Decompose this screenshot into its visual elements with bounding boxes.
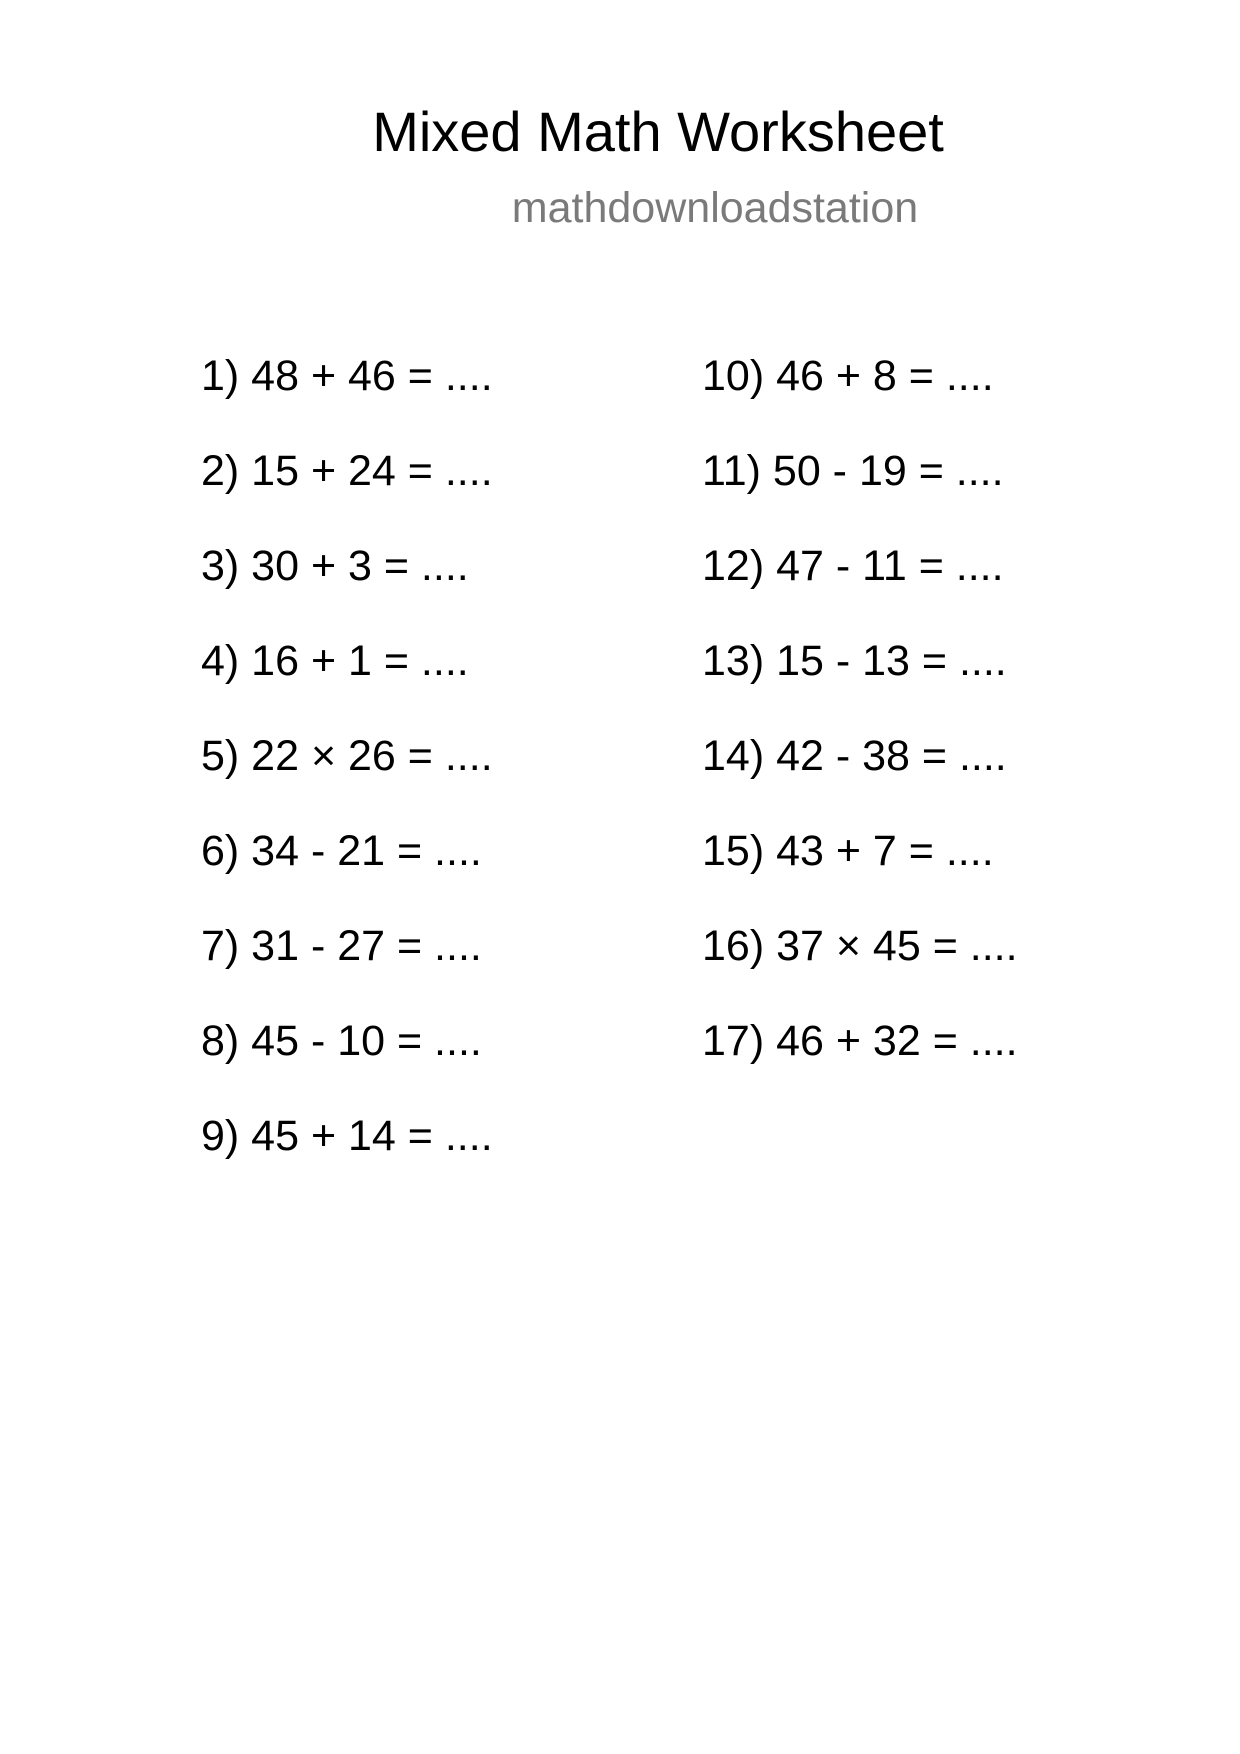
problems-column-right	[702, 350, 1018, 1110]
problem-10: 10) 46 + 8 = ....	[702, 352, 994, 400]
problem-4: 4) 16 + 1 = ....	[201, 637, 469, 685]
problem-17: 17) 46 + 32 = ....	[702, 1017, 1018, 1065]
problem-15: 15) 43 + 7 = ....	[702, 827, 994, 875]
problem-9: 9) 45 + 14 = ....	[201, 1112, 493, 1160]
problem-6: 6) 34 - 21 = ....	[201, 827, 482, 875]
problem-3: 3) 30 + 3 = ....	[201, 542, 469, 590]
problem-2: 2) 15 + 24 = ....	[201, 447, 493, 495]
problem-5: 5) 22 × 26 = ....	[201, 732, 493, 780]
problem-8: 8) 45 - 10 = ....	[201, 1017, 482, 1065]
problem-11: 11) 50 - 19 = ....	[702, 447, 1004, 495]
problem-7: 7) 31 - 27 = ....	[201, 922, 482, 970]
worksheet-title: Mixed Math Worksheet	[372, 100, 944, 163]
problem-12: 12) 47 - 11 = ....	[702, 542, 1004, 590]
problem-16: 16) 37 × 45 = ....	[702, 922, 1018, 970]
source-watermark: mathdownloadstation	[511, 184, 919, 232]
problem-1: 1) 48 + 46 = ....	[201, 352, 493, 400]
problem-14: 14) 42 - 38 = ....	[702, 732, 1007, 780]
problems-column-left	[201, 350, 493, 1205]
problem-13: 13) 15 - 13 = ....	[702, 637, 1007, 685]
